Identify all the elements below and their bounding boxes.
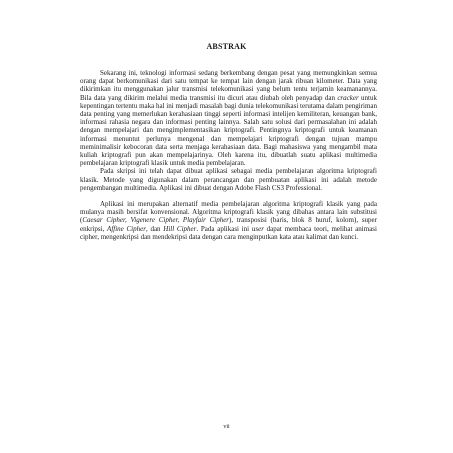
italic-term: cracker <box>337 93 359 102</box>
text-run: ), transposisi (baris, blok 8 huruf, kolom), super enkripsi, <box>80 216 377 233</box>
page-number: vii <box>223 424 230 430</box>
text-run: untuk kepentingan tertentu maka hal ini menjadi masalah bagi dunia telekomunikasi terutama dalam pengiriman data penting yang memerlukan kerahasiaan tinggi seperti informasi intelijen kemiliteran, keuangan bank, informasi rahasia negara dan informasi penting lainnya. Salah satu solusi dari permasalahan ini adalah dengan mempelajari dan mengimplementasikan kriptografi. Pentingnya kriptografi untuk keamanan informasi menuntut perlunya mengenal dan mempelajari kriptografi dengan tujuan mampu meminimalisir kebocoran data serta menjaga kerahasiaan data. Bagi mahasiswa yang mengambil mata kuliah kriptografi pun akan mempelajarinya. Oleh karena itu, dibuatlah suatu aplikasi multimedia pembelajaran kriptografi klasik untuk media pembelajaran. <box>80 93 378 168</box>
italic-term: Affine Cipher <box>107 224 146 233</box>
text-run: Sekarang ini, teknologi informasi sedang berkembang dengan pesat yang memungkinkan semua orang dapat berkomunikasi dari satu tempat ke tempat lain dengan jarak ribuan kilometer. Data yang dikirimkan itu menggunakan jalur transmisi telekomunikasi yang belum tentu terjamin keamanannya. Bila data yang dikirim melalui media transmisi itu dicuri atau diubah oleh penyadap dan <box>80 69 377 102</box>
abstract-paragraph <box>80 69 377 167</box>
abstract-paragraph <box>80 200 377 241</box>
abstract-body <box>80 69 377 241</box>
text-run: Pada skripsi ini telah dapat dibuat aplikasi sebagai media pembelajaran algoritma kriptografi klasik. Metode yang digunakan dalam perancangan dan pembuatan aplikasi ini adalah metode pengembangan multimedia. Aplikasi ini dibuat dengan Adobe Flash CS3 Professional. <box>80 167 377 192</box>
abstract-paragraph <box>80 167 377 192</box>
text-run: , dan <box>145 224 164 233</box>
italic-term: Hill Cipher <box>163 224 197 233</box>
text-run: Aplikasi ini merupakan alternatif media pembelajaran algoritma kriptografi klasik yang pada mulanya masih bersifat konvensional. Algoritma kriptografi klasik yang dibahas antara lain substitusi ( <box>80 200 377 225</box>
text-run: dapat membaca teori, melihat animasi cipher, mengenkripsi dan mendekripsi data dengan cara menginputkan kata atau kalimat dan kunci. <box>80 224 377 241</box>
italic-term: user <box>251 224 264 233</box>
text-run: . Pada aplikasi ini <box>196 224 252 233</box>
italic-term: Caesar Cipher, Vigenere Cipher, Playfair Cipher <box>82 216 230 225</box>
abstract-heading: ABSTRAK <box>206 42 247 51</box>
